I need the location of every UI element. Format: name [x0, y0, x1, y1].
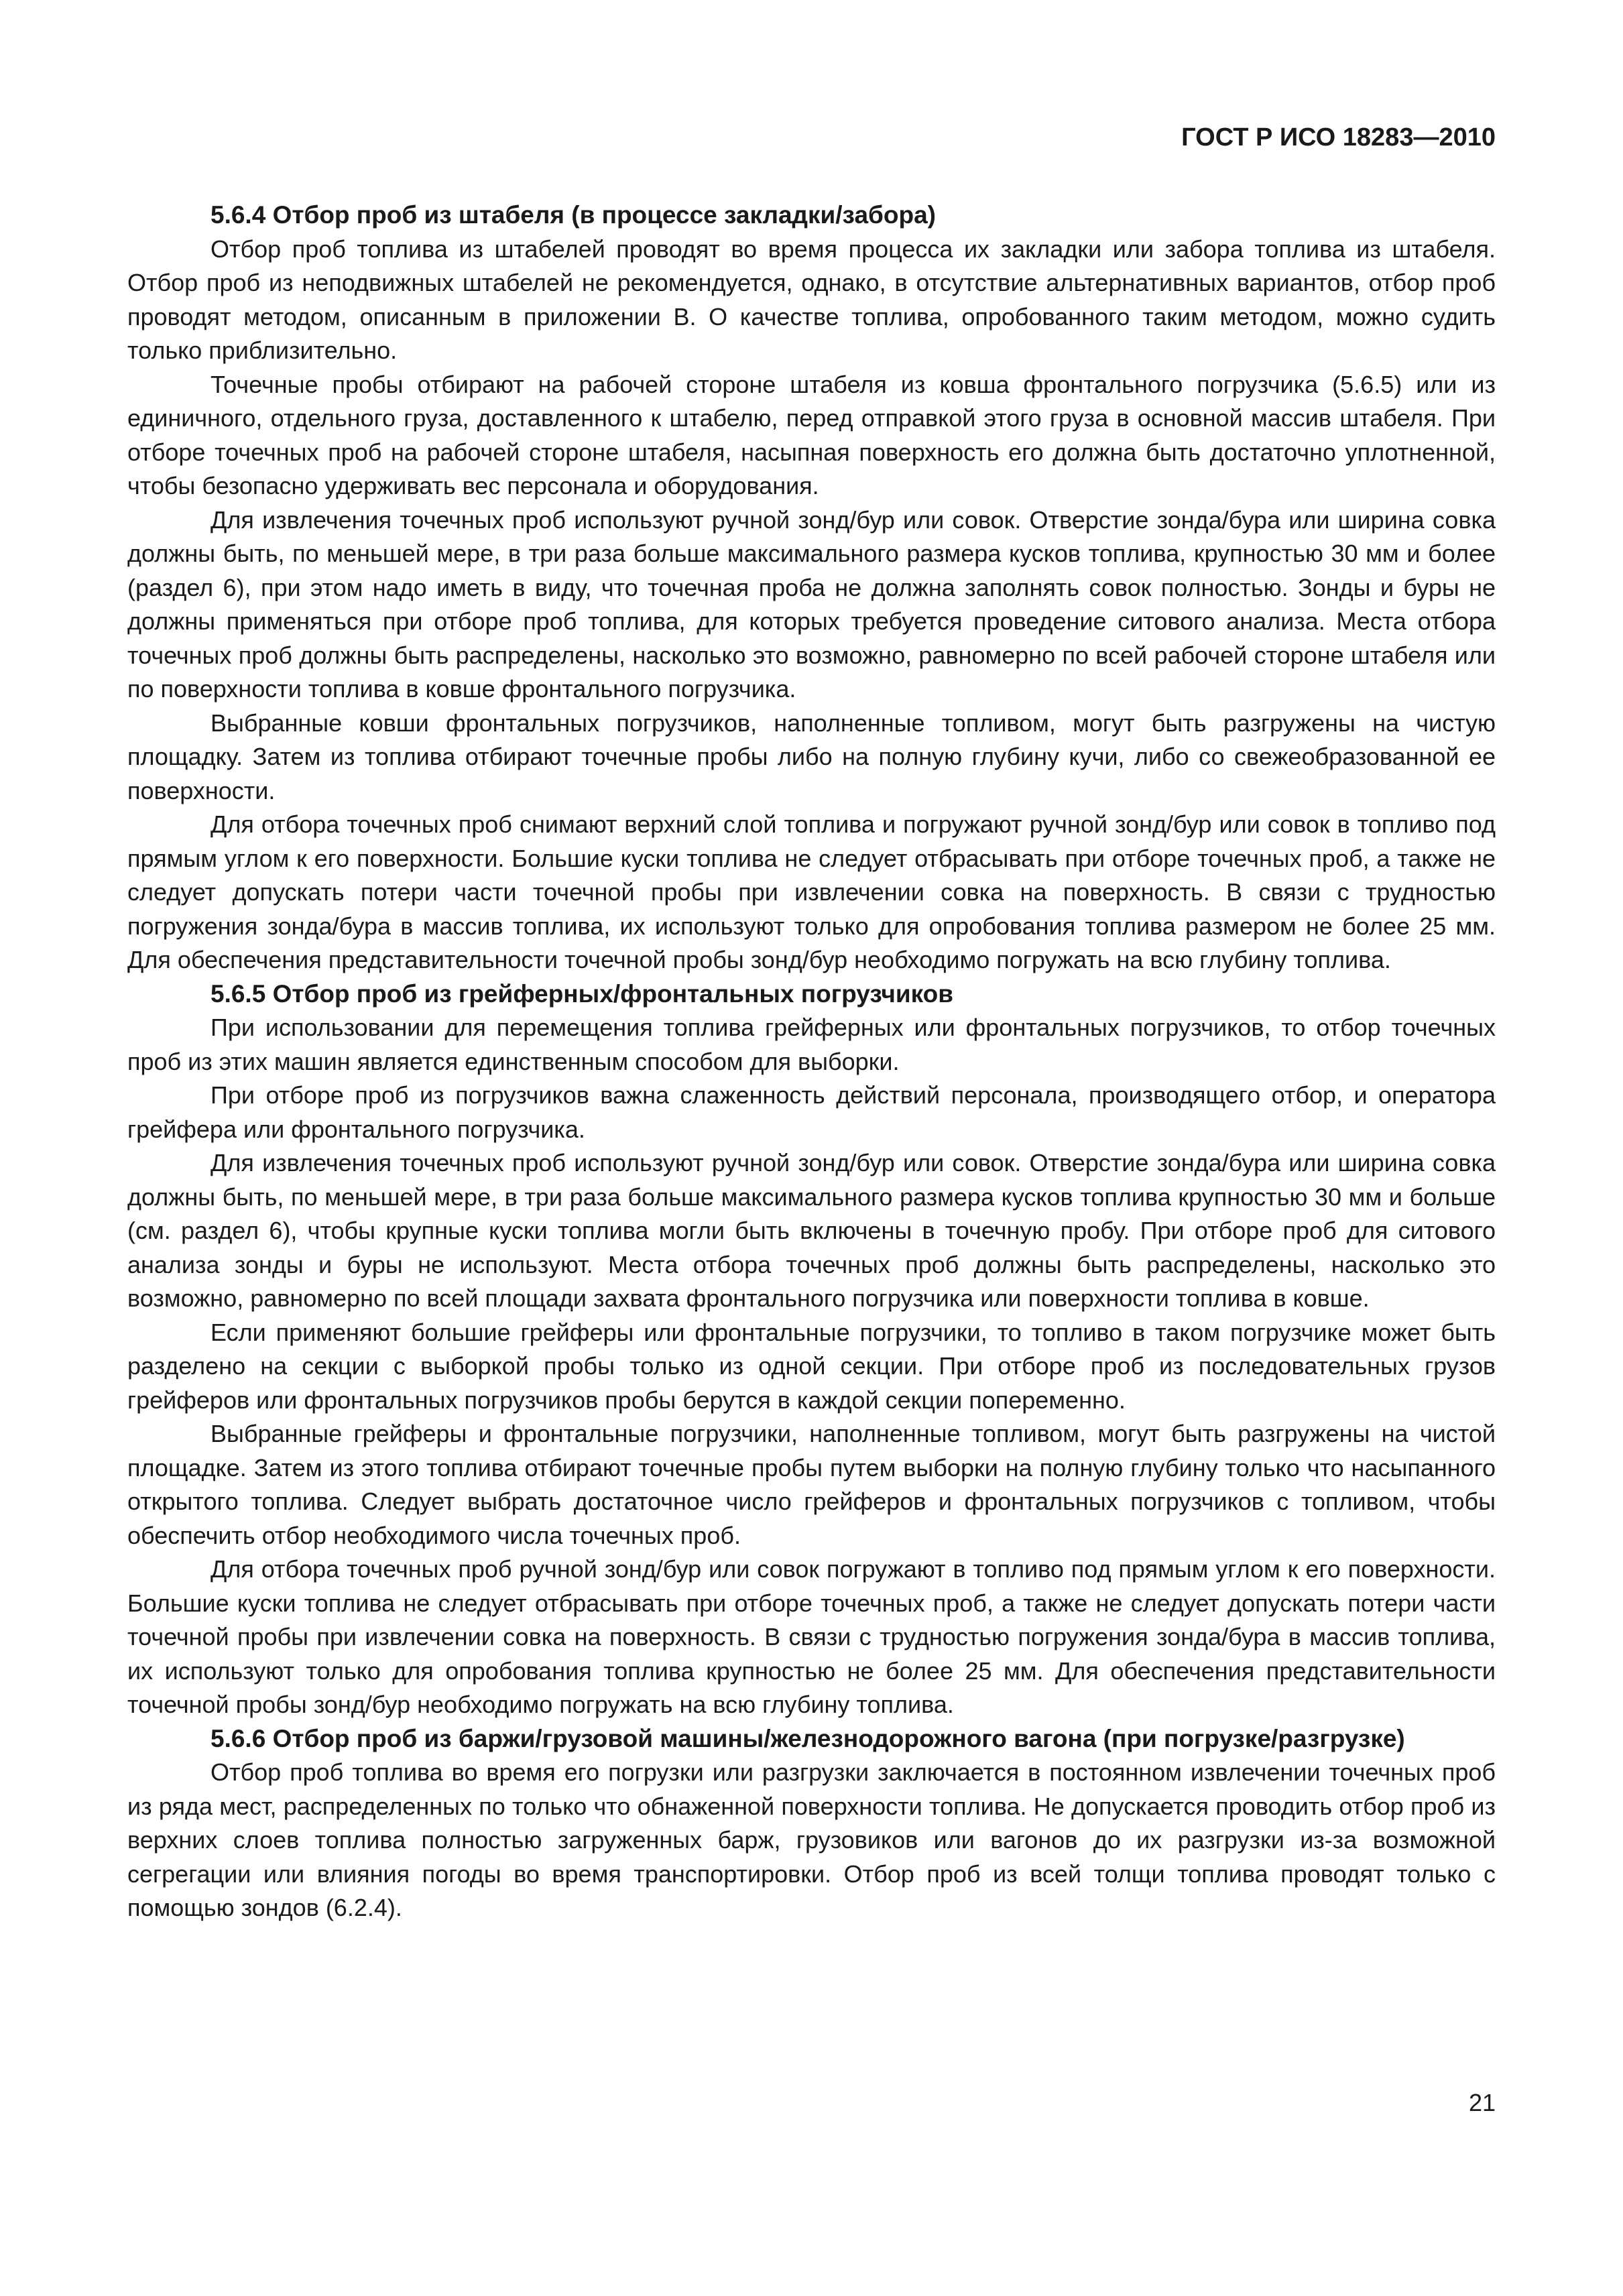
- page-number: 21: [1468, 2089, 1496, 2116]
- paragraph: Отбор проб топлива во время его погрузки или разгрузки заключается в постоянном извлечении точечных проб из ряда мест, распределенных по только что обнаженной поверхности топлива. Не допускается проводить отбор проб из верхних слоев топлива полностью загруженных барж, грузовиков или вагонов до их разгрузки из-за возможной сегрегации или влияния погоды во время транспортировки. Отбор проб из всей толщи топлива проводят только с помощью зондов (6.2.4).: [127, 1758, 1496, 1921]
- paragraph: Выбранные грейферы и фронтальные погрузчики, наполненные топливом, могут быть разгружены на чистой площадке. Затем из этого топлива отбирают точечные пробы путем выборки на полную глубину только что насыпанного открытого топлива. Следует выбрать достаточное число грейферов и фронтальных погрузчиков с топливом, чтобы обеспечить отбор необходимого числа точечных проб.: [127, 1420, 1496, 1549]
- paragraph: Для отбора точечных проб ручной зонд/бур или совок погружают в топливо под прямым углом к его поверхности. Большие куски топлива не следует отбрасывать при отборе точечных проб, а также не следует допускать потери части точечной пробы при извлечении совка на поверхность. В связи с трудностью погружения зонда/бура в массив топлива, их используют только для опробования топлива крупностью не более 25 мм. Для обеспечения представительности точечной пробы зонд/бур необходимо погружать на всю глубину топлива.: [127, 1555, 1496, 1718]
- standard-designation: ГОСТ Р ИСО 18283—2010: [1181, 123, 1496, 152]
- paragraph: Для отбора точечных проб снимают верхний слой топлива и погружают ручной зонд/бур или совок в топливо под прямым углом к его поверхности. Большие куски топлива не следует отбрасывать при отборе точечных проб, а также не следует допускать потери части точечной пробы при извлечении совка на поверхность. В связи с трудностью погружения зонда/бура в массив топлива, их используют только для опробования топлива размером не более 25 мм. Для обеспечения представительности точечной пробы зонд/бур необходимо погружать на всю глубину топлива.: [127, 810, 1496, 973]
- paragraph: Выбранные ковши фронтальных погрузчиков, наполненные топливом, могут быть разгружены на чистую площадку. Затем из топлива отбирают точечные пробы либо на полную глубину кучи, либо со свежеобразованной ее поверхности.: [127, 709, 1496, 804]
- section-heading-5-6-5: 5.6.5 Отбор проб из грейферных/фронтальных погрузчиков: [211, 979, 953, 1008]
- section-heading-5-6-6: 5.6.6 Отбор проб из баржи/грузовой машины/железнодорожного вагона (при погрузке/разгрузке): [211, 1724, 1405, 1752]
- paragraph: Если применяют большие грейферы или фронтальные погрузчики, то топливо в таком погрузчике может быть разделено на секции с выборкой пробы только из одной секции. При отборе проб из последовательных грузов грейферов или фронтальных погрузчиков пробы берутся в каждой секции попеременно.: [127, 1318, 1496, 1414]
- paragraph: Точечные пробы отбирают на рабочей стороне штабеля из ковша фронтального погрузчика (5.6.5) или из единичного, отдельного груза, доставленного к штабелю, перед отправкой этого груза в основной массив штабеля. При отборе точечных проб на рабочей стороне штабеля, насыпная поверхность его должна быть достаточно уплотненной, чтобы безопасно удерживать вес персонала и оборудования.: [127, 370, 1496, 499]
- paragraph: При использовании для перемещения топлива грейферных или фронтальных погрузчиков, то отбор точечных проб из этих машин является единственным способом для выборки.: [127, 1014, 1496, 1075]
- paragraph: Отбор проб топлива из штабелей проводят во время процесса их закладки или забора топлива из штабеля. Отбор проб из неподвижных штабелей не рекомендуется, однако, в отсутствие альтернативных вариантов, отбор проб проводят методом, описанным в приложении В. О качестве топлива, опробованного таким методом, можно судить только приблизительно.: [127, 235, 1496, 364]
- paragraph: При отборе проб из погрузчиков важна слаженность действий персонала, производящего отбор, и оператора грейфера или фронтального погрузчика.: [127, 1081, 1496, 1143]
- paragraph: Для извлечения точечных проб используют ручной зонд/бур или совок. Отверстие зонда/бура или ширина совка должны быть, по меньшей мере, в три раза больше максимального размера кусков топлива крупностью 30 мм и больше (см. раздел 6), чтобы крупные куски топлива могли быть включены в точечную пробу. При отборе проб для ситового анализа зонды и буры не используют. Места отбора точечных проб должны быть распределены, насколько это возможно, равномерно по всей площади захвата фронтального погрузчика или поверхности топлива в ковше.: [127, 1149, 1496, 1312]
- section-heading-5-6-4: 5.6.4 Отбор проб из штабеля (в процессе закладки/забора): [211, 201, 936, 229]
- paragraph: Для извлечения точечных проб используют ручной зонд/бур или совок. Отверстие зонда/бура или ширина совка должны быть, по меньшей мере, в три раза больше максимального размера кусков топлива, крупностью 30 мм и более (раздел 6), при этом надо иметь в виду, что точечная проба не должна заполнять совок полностью. Зонды и буры не должны применяться при отборе проб топлива, для которых требуется проведение ситового анализа. Места отбора точечных проб должны быть распределены, насколько это возможно, равномерно по всей рабочей стороне штабеля или по поверхности топлива в ковше фронтального погрузчика.: [127, 505, 1496, 703]
- page-body: [127, 198, 1496, 1925]
